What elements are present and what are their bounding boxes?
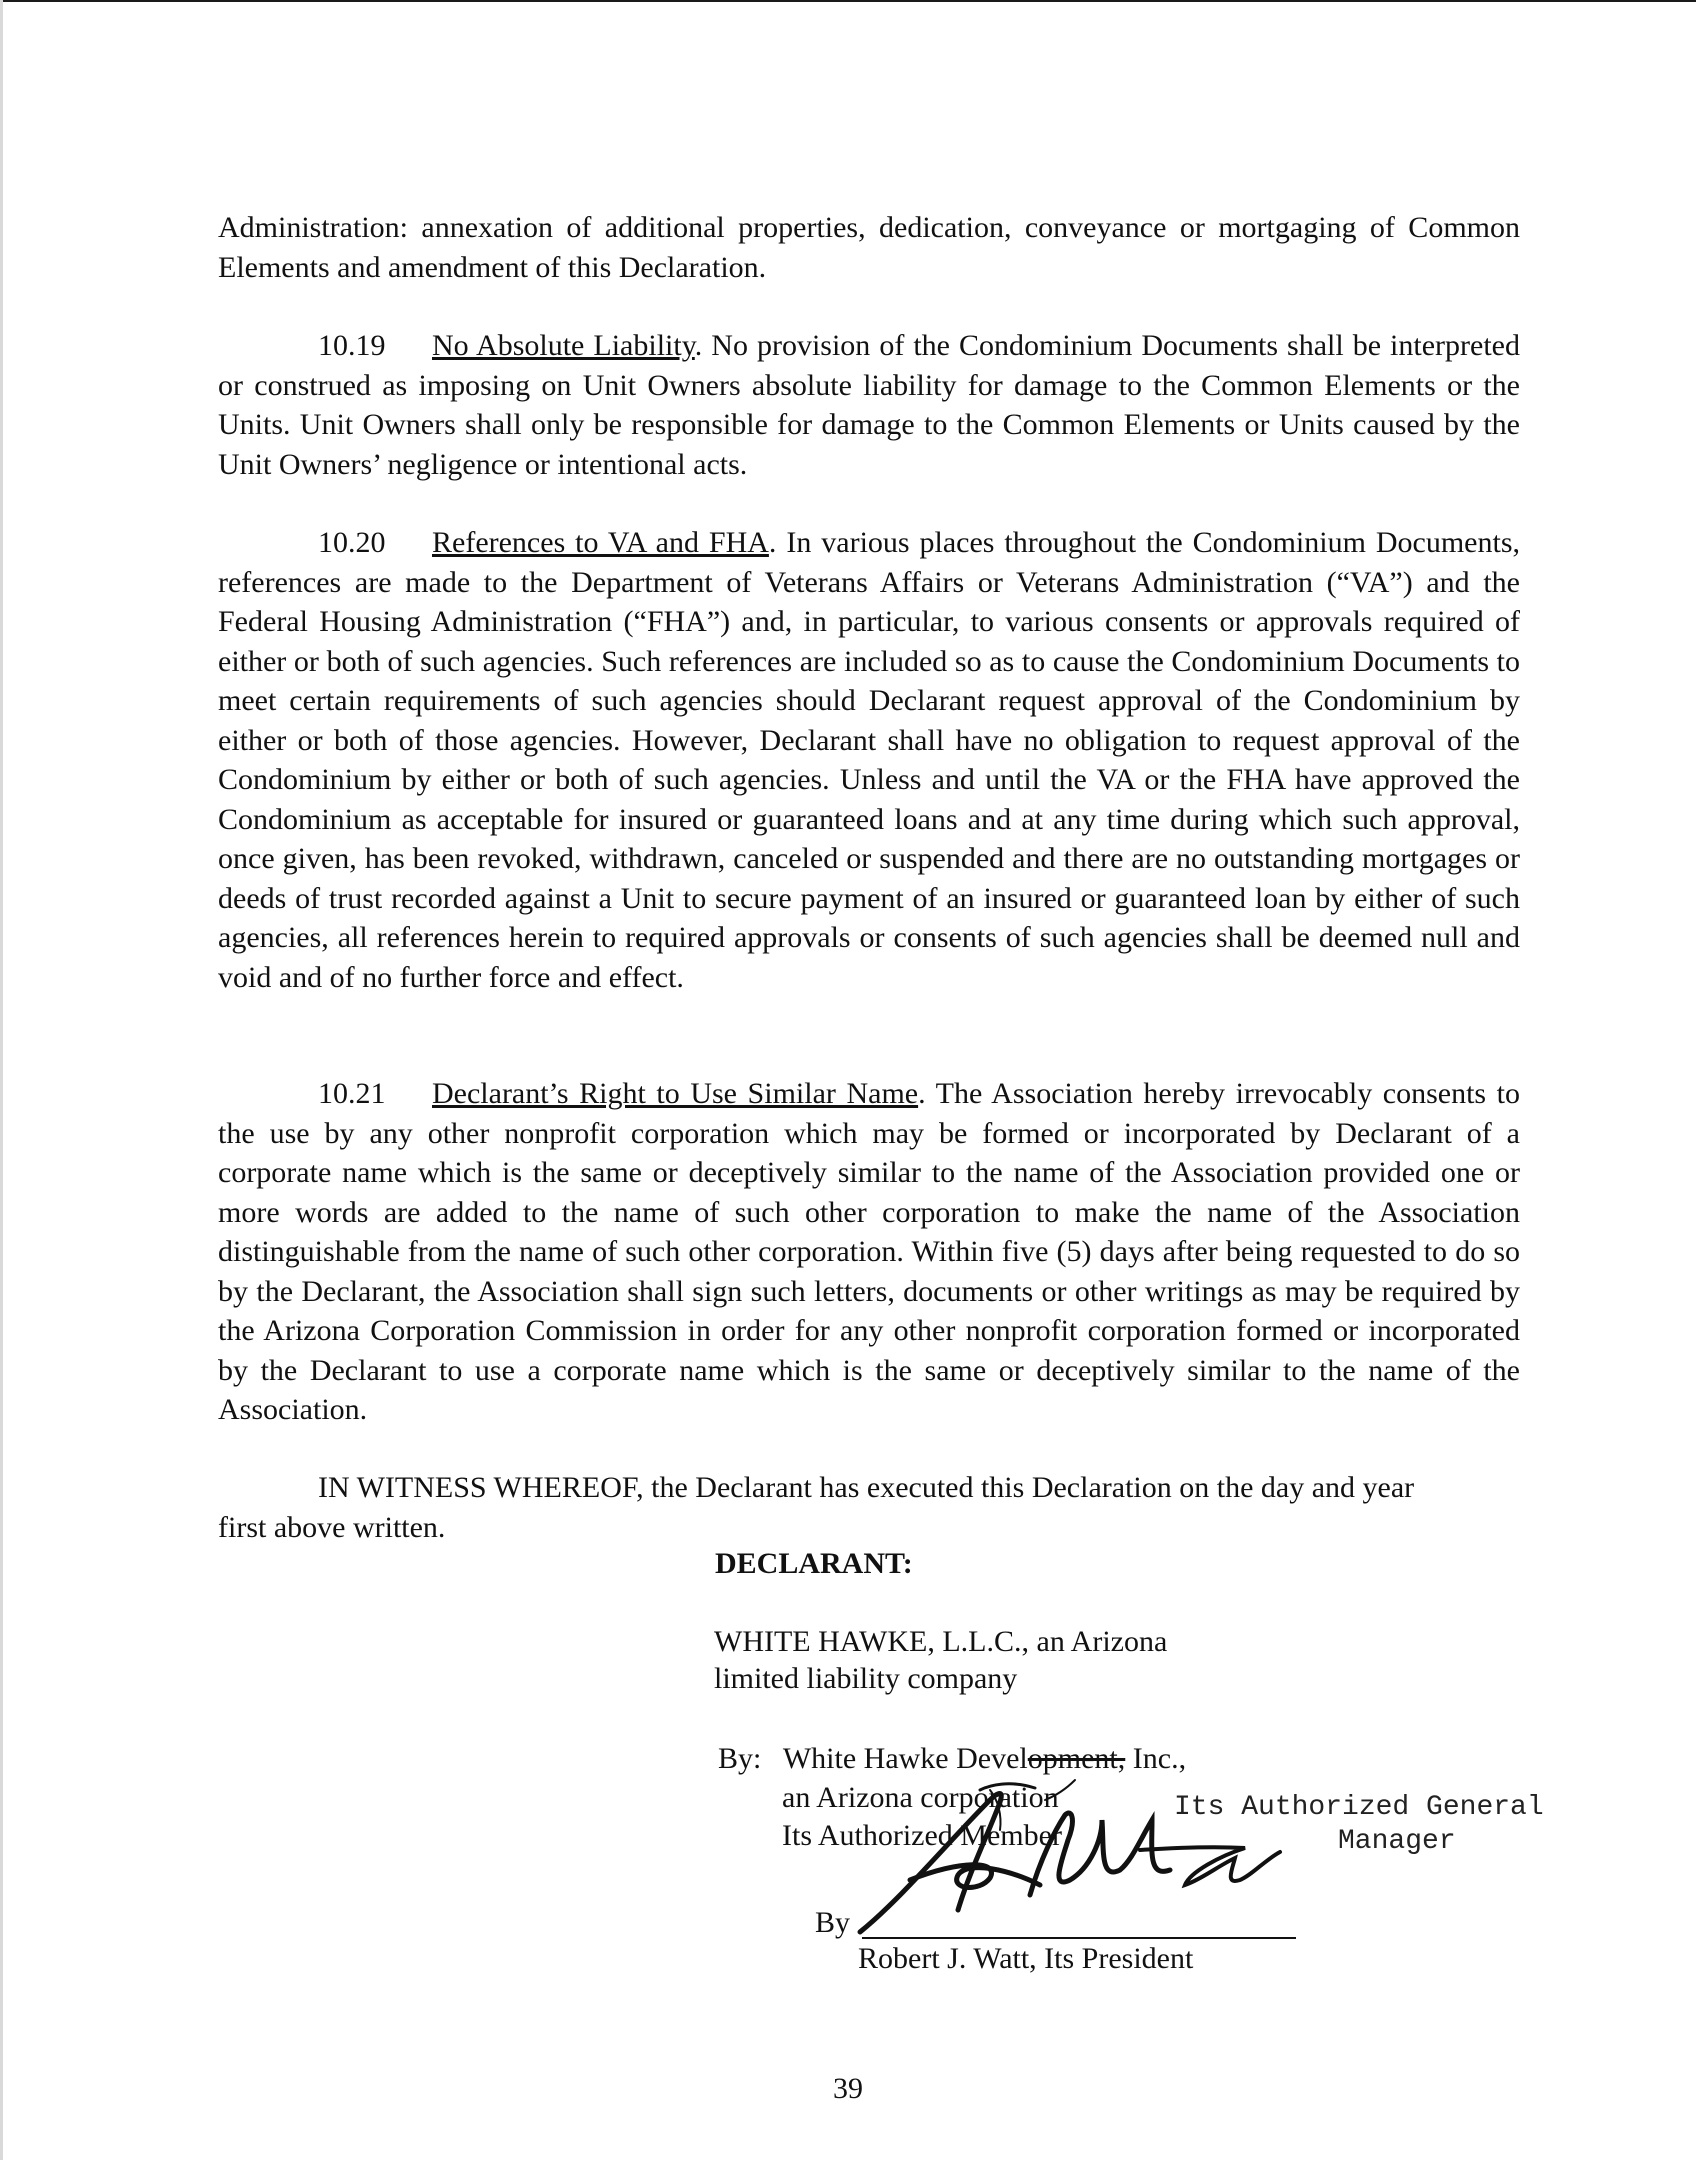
signer-by-label: By [815, 1906, 851, 1939]
section-10-21 [218, 1074, 1520, 1430]
section-number: 10.19 [318, 329, 386, 362]
handwritten-signature [840, 1760, 1320, 1940]
section-title: Declarant’s Right to Use Similar Name [432, 1077, 919, 1110]
by-prefix: By: [718, 1742, 762, 1775]
intro-text: Administration: annexation of additional properties, dedication, conveyance or mortgaging of Common Elements and amendment of this Declaration. [218, 211, 1520, 284]
section-number: 10.21 [318, 1077, 386, 1110]
typed-role-line-1: Its Authorized General [1174, 1792, 1544, 1823]
scan-left-edge [0, 0, 3, 2160]
intro-paragraph [218, 208, 1520, 287]
member-name-tail: Inc., [1125, 1742, 1187, 1775]
section-body: . In various places throughout the Condominium Documents, references are made to the Department of Veterans Affairs or Veterans Administration (“VA”) and the Federal Housing Administration (“FHA”) and, in particular, to various consents or approvals required of either or both of such agencies. Such references are included so as to cause the Condominium Documents to meet certain requirements of such agencies should Declarant request approval of the Condominium by either or both of those agencies. However, Declarant shall have no obligation to request approval of the Condominium by either or both of such agencies. Unless and until the VA or the FHA have approved the Condominium as acceptable for insured or guaranteed loans and at any time during which such approval, once given, has been revoked, withdrawn, canceled or suspended and there are no outstanding mortgages or deeds of trust recorded against a Unit to secure payment of an insured or guaranteed loan by either of such agencies, all references herein to required approvals or consents of such agencies shall be deemed null and void and of no further force and effect. [218, 526, 1520, 994]
entity-line-1: WHITE HAWKE, L.L.C., an Arizona [714, 1625, 1168, 1658]
section-title: References to VA and FHA [432, 526, 769, 559]
section-title: No Absolute Liability [432, 329, 695, 362]
section-body: . No provision of the Condominium Documents shall be interpreted or construed as imposing on Unit Owners absolute liability for damage to the Common Elements or the Units. Unit Owners shall only be responsible for damage to the Common Elements or Units caused by the Unit Owners’ negligence or intentional acts. [218, 329, 1520, 481]
section-body: . The Association hereby irrevocably consents to the use by any other nonprofit corporation which may be formed or incorporated by Declarant of a corporate name which is the same or deceptively similar to the name of the Association provided one or more words are added to the name of such other corporation to make the name of the Association distinguishable from the name of such other corporation. Within five (5) days after being requested to do so by the Declarant, the Association shall sign such letters, documents or other writings as may be required by the Arizona Corporation Commission in order for any other nonprofit corporation formed or incorporated by the Declarant to use a corporate name which is the same or deceptively similar to the name of the Association. [218, 1077, 1520, 1426]
section-10-20 [218, 523, 1520, 997]
signature-rule [862, 1937, 1296, 1939]
member-name-struck: opment, [1027, 1742, 1126, 1775]
entity-line-2: limited liability company [714, 1662, 1018, 1695]
typed-role-line-2: Manager [1338, 1826, 1456, 1857]
section-number: 10.20 [318, 526, 386, 559]
witness-paragraph [218, 1468, 1468, 1547]
declarant-heading: DECLARANT: [715, 1547, 913, 1580]
section-10-19 [218, 326, 1520, 484]
member-role: Its Authorized Member [782, 1819, 1062, 1852]
signer-name-title: Robert J. Watt, Its President [858, 1942, 1194, 1975]
page-number: 39 [833, 2072, 863, 2105]
witness-text: IN WITNESS WHEREOF, the Declarant has executed this Declaration on the day and year first above written. [218, 1471, 1415, 1544]
member-name-kept: White Hawke Devel [782, 1742, 1028, 1775]
member-description: an Arizona corporation [782, 1781, 1059, 1814]
scan-top-edge [0, 0, 1696, 2]
